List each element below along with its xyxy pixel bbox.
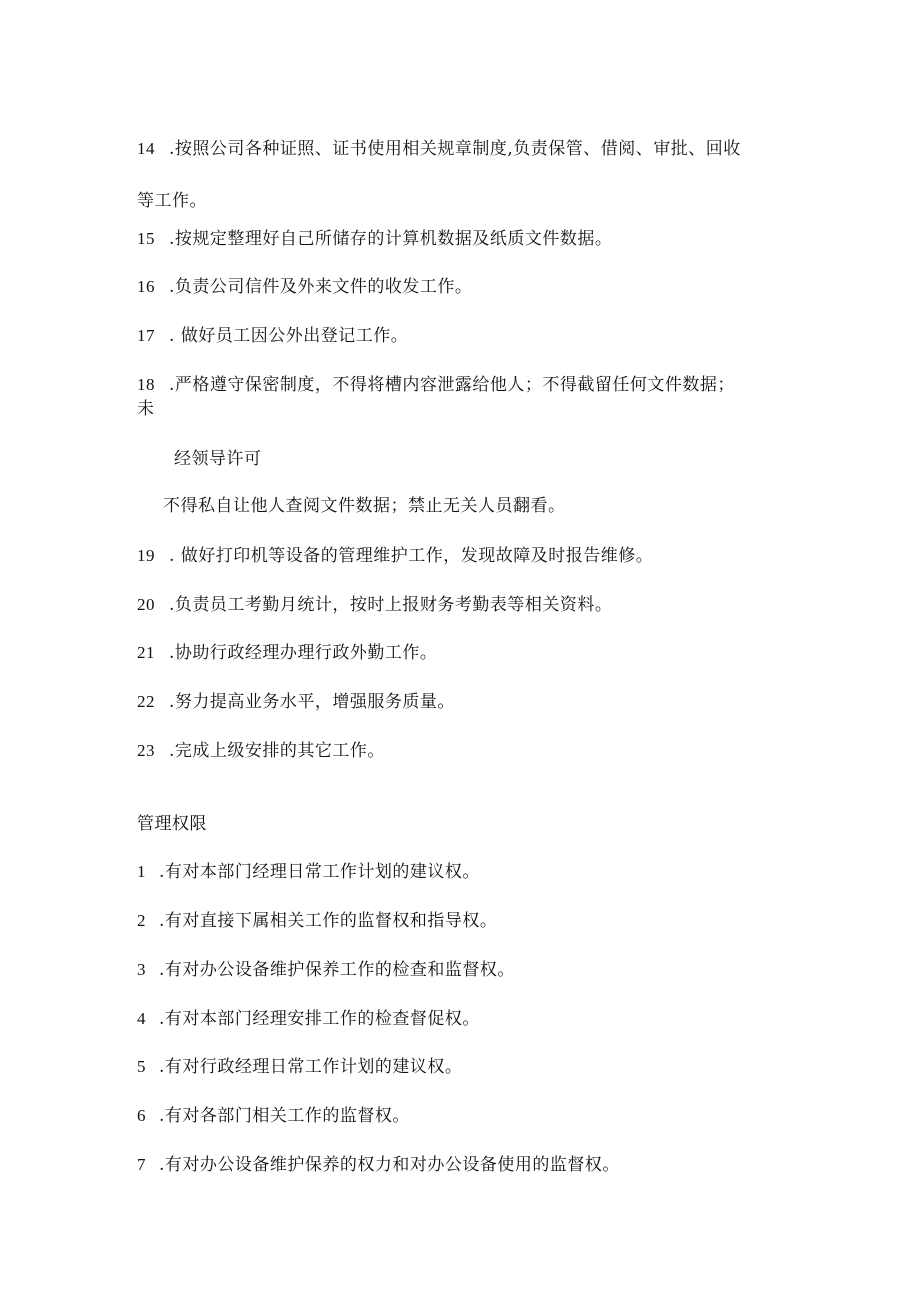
duty-number: 19 [137, 546, 155, 565]
authority-number: 2 [137, 911, 146, 930]
duty-text: 未 [137, 399, 155, 419]
authority-item-3 [137, 959, 515, 981]
duty-text: . 做好员工因公外出登记工作。 [169, 326, 409, 346]
duty-item-17 [137, 325, 408, 347]
authority-number: 7 [137, 1155, 146, 1174]
duty-item-20 [137, 594, 612, 616]
duty-item-18-continuation-b [174, 448, 262, 470]
authority-text: .有对各部门相关工作的监督权。 [159, 1106, 410, 1126]
duty-number: 23 [137, 741, 155, 760]
duty-item-14-continuation [137, 190, 207, 212]
duty-text: 等工作。 [137, 191, 207, 211]
duty-text: .按照公司各种证照、证书使用相关规章制度,负责保管、借阅、审批、回收 [169, 139, 741, 159]
authority-text: .有对本部门经理安排工作的检查督促权。 [159, 1009, 480, 1029]
authority-item-5 [137, 1056, 462, 1078]
authority-number: 6 [137, 1106, 146, 1125]
duty-number: 16 [137, 277, 155, 296]
duty-text: .协助行政经理办理行政外勤工作。 [169, 643, 438, 663]
authority-text: .有对办公设备维护保养的权力和对办公设备使用的监督权。 [159, 1155, 620, 1175]
duty-text: 不得私自让他人查阅文件数据；禁止无关人员翻看。 [163, 496, 566, 516]
authority-text: .有对行政经理日常工作计划的建议权。 [159, 1057, 463, 1077]
authority-item-6 [137, 1105, 410, 1127]
duty-number: 15 [137, 229, 155, 248]
authority-item-4 [137, 1008, 480, 1030]
authority-item-2 [137, 910, 497, 932]
duty-number: 22 [137, 692, 155, 711]
duty-number: 14 [137, 139, 155, 158]
duty-item-16 [137, 276, 472, 298]
duty-text: 经领导许可 [174, 449, 262, 469]
duty-item-23 [137, 740, 385, 762]
duty-text: .负责公司信件及外来文件的收发工作。 [169, 277, 473, 297]
duty-item-21 [137, 642, 437, 664]
duty-item-18-continuation-c [163, 495, 566, 517]
authority-text: .有对直接下属相关工作的监督权和指导权。 [159, 911, 498, 931]
authority-number: 4 [137, 1009, 146, 1028]
authority-number: 1 [137, 862, 146, 881]
duty-item-22 [137, 691, 455, 713]
authority-number: 3 [137, 960, 146, 979]
authority-item-7 [137, 1154, 620, 1176]
duty-item-14 [137, 138, 741, 160]
duty-item-19 [137, 545, 653, 567]
duty-text: .严格遵守保密制度，不得将槽内容泄露给他人；不得截留任何文件数据； [169, 375, 735, 395]
duty-item-18 [137, 374, 735, 396]
section-heading-authority: 管理权限 [137, 814, 207, 834]
authority-text: .有对办公设备维护保养工作的检查和监督权。 [159, 960, 515, 980]
authority-item-1 [137, 861, 480, 883]
authority-text: .有对本部门经理日常工作计划的建议权。 [159, 862, 480, 882]
duty-number: 21 [137, 643, 155, 662]
duty-text: . 做好打印机等设备的管理维护工作，发现故障及时报告维修。 [169, 546, 654, 566]
duty-text: .按规定整理好自己所储存的计算机数据及纸质文件数据。 [169, 229, 613, 249]
duty-number: 17 [137, 326, 155, 345]
duty-number: 20 [137, 595, 155, 614]
duty-item-18-continuation-a [137, 398, 155, 420]
duty-item-15 [137, 228, 612, 250]
authority-number: 5 [137, 1057, 146, 1076]
duty-number: 18 [137, 375, 155, 394]
duty-text: .负责员工考勤月统计，按时上报财务考勤表等相关资料。 [169, 595, 613, 615]
duty-text: .完成上级安排的其它工作。 [169, 741, 385, 761]
duty-text: .努力提高业务水平，增强服务质量。 [169, 692, 455, 712]
